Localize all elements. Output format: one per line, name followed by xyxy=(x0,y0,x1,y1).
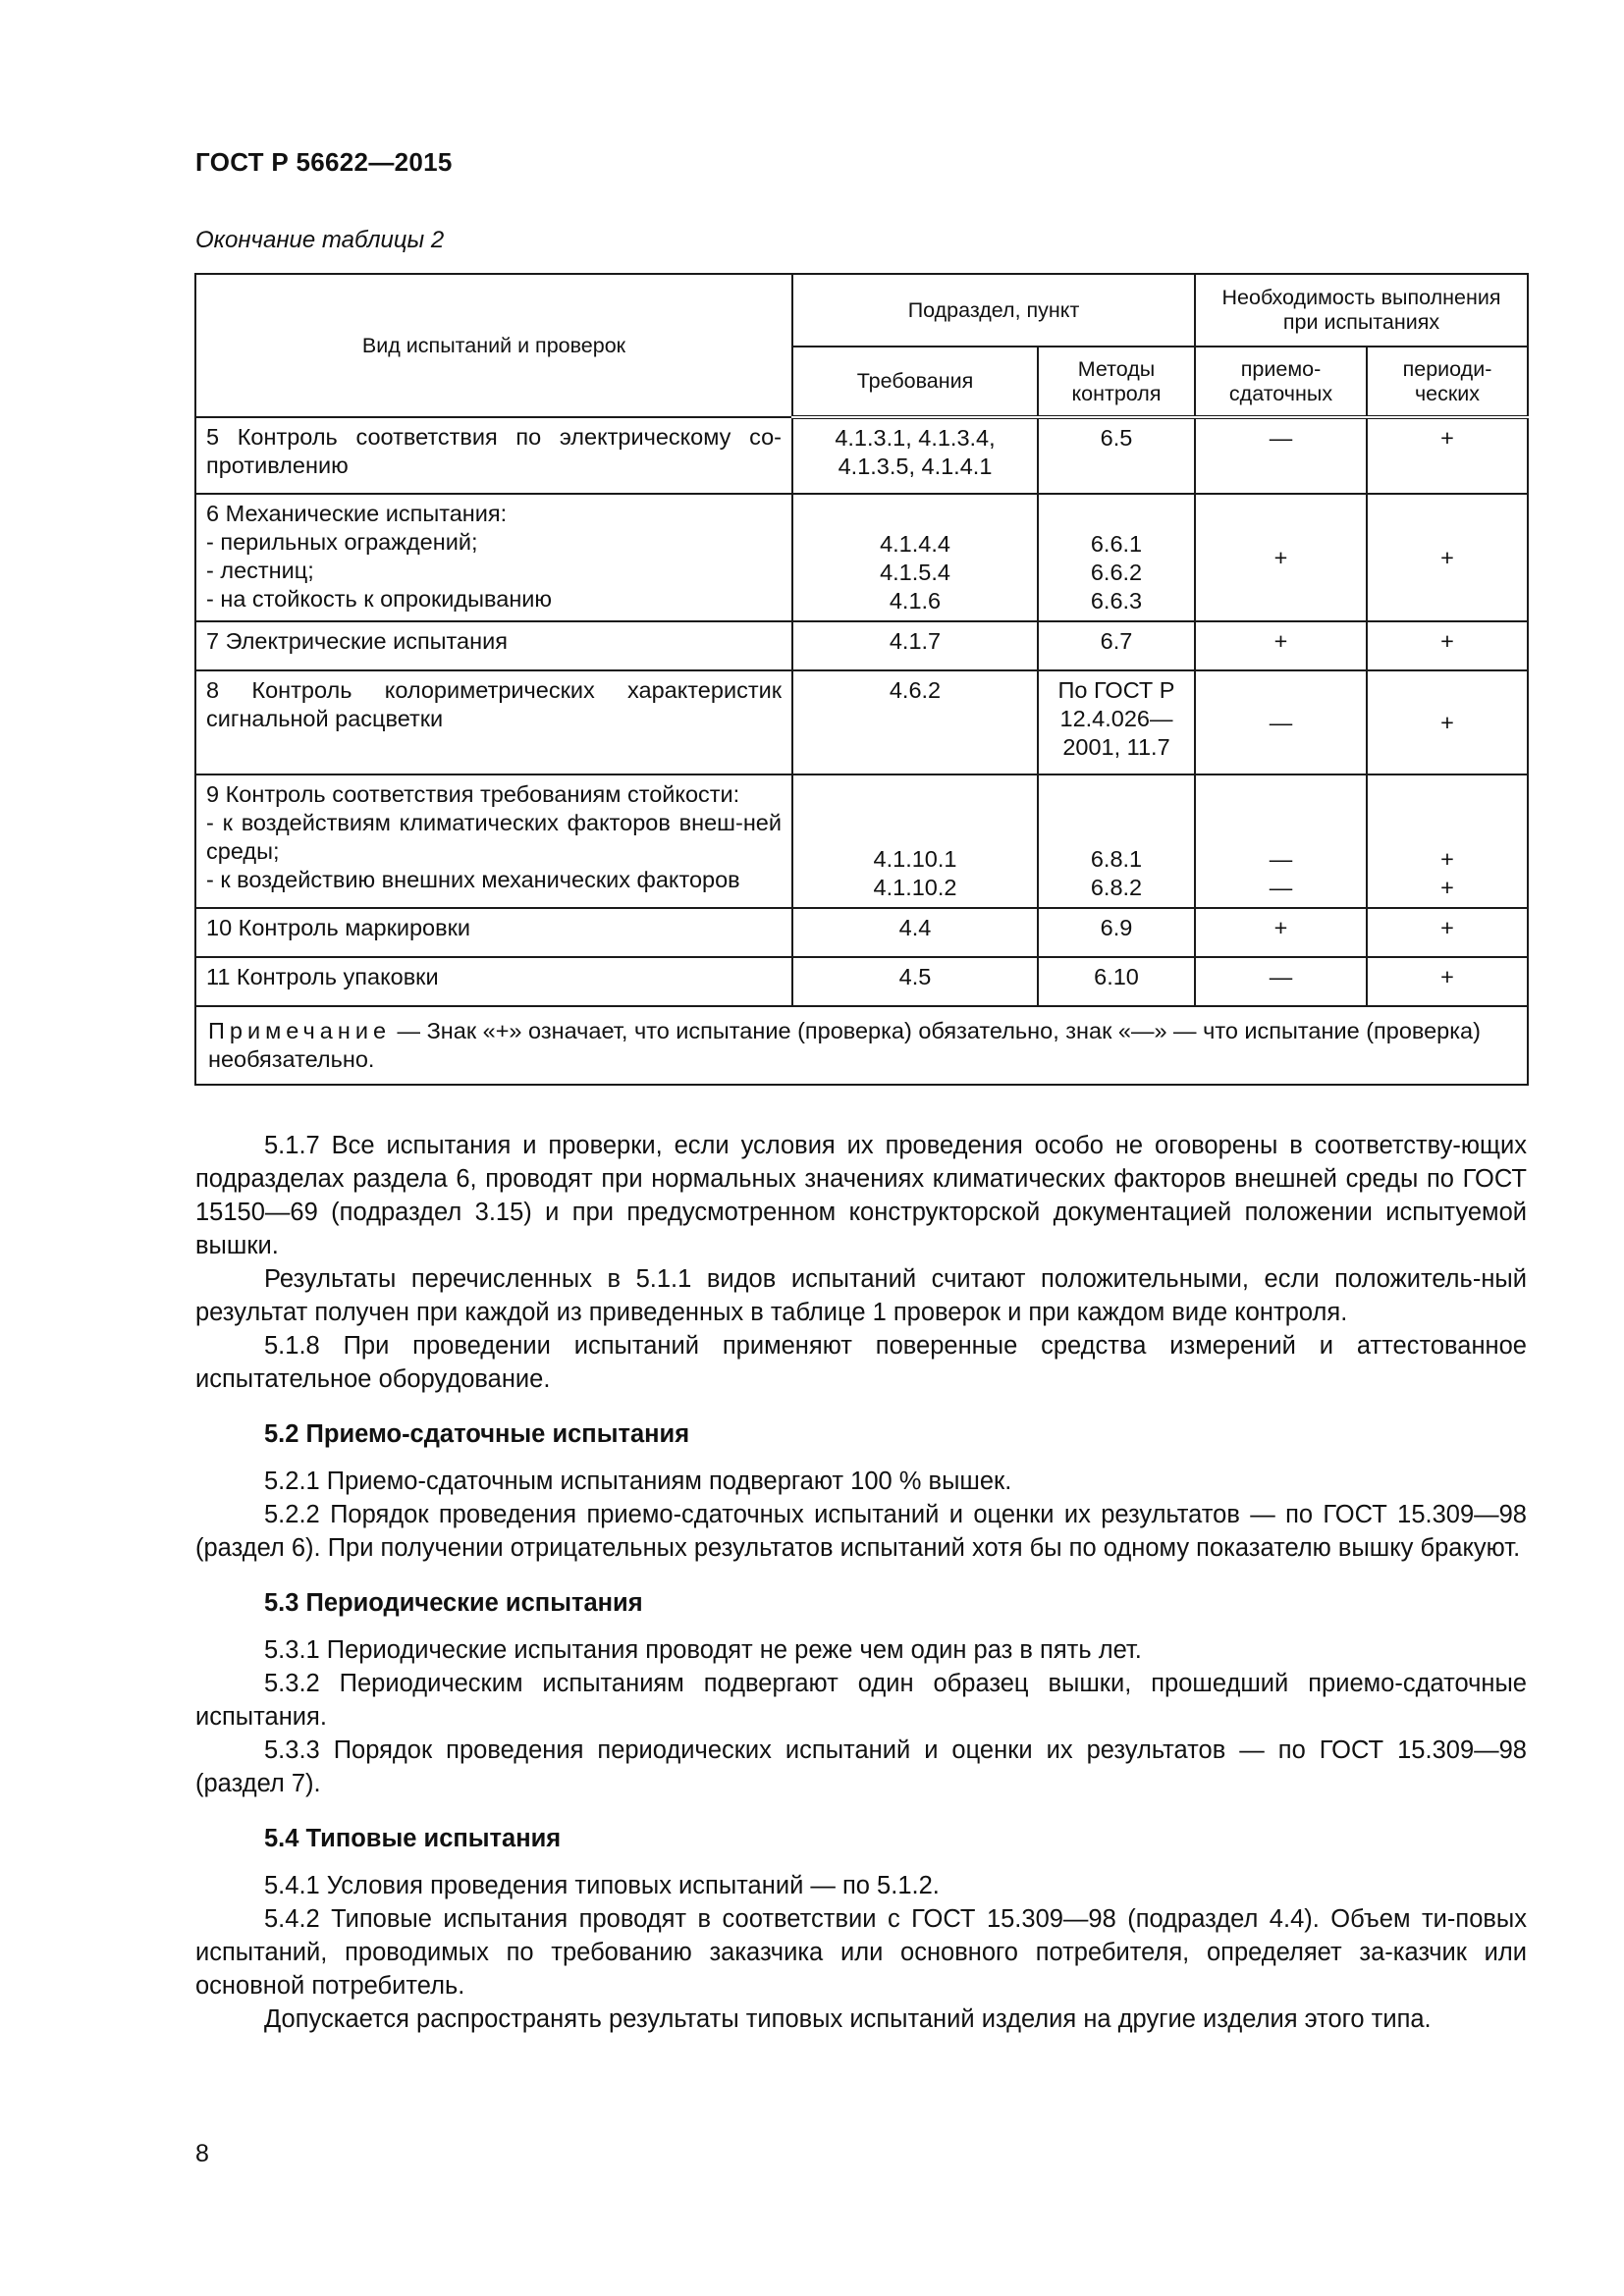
req-value: 4.1.10.2 xyxy=(873,875,957,900)
heading-5-4: 5.4 Типовые испытания xyxy=(264,1825,562,1852)
row-name xyxy=(195,774,792,908)
row-acceptance: + xyxy=(1195,494,1367,621)
paragraph-5-1-7: 5.1.7 Все испытания и проверки, если условия их проведения особо не оговорены в соответству-ющих подразделах раздела 6, проводят при нормальных значениях климатических факторов внешней среды по ГОСТ 15150—69 (подраздел 3.15) и при предусмотренном конструкторской документацией положении испытуемой вышки. xyxy=(195,1132,1527,1259)
paragraph-5-4-1: 5.4.1 Условия проведения типовых испытаний — по 5.1.2. xyxy=(264,1872,940,1899)
heading-5-2: 5.2 Приемо-сдаточные испытания xyxy=(264,1420,690,1448)
row-requirements: 4.5 xyxy=(792,957,1038,1006)
table-row xyxy=(195,621,1528,670)
heading-5-3: 5.3 Периодические испытания xyxy=(264,1589,643,1617)
row-sub-item: - перильных ограждений; xyxy=(206,529,478,555)
row-acceptance: + xyxy=(1195,621,1367,670)
table-2 xyxy=(194,273,1529,1086)
header-acceptance: приемо-сдаточных xyxy=(1195,347,1367,417)
row-requirements: 4.4 xyxy=(792,908,1038,957)
row-acceptance: + xyxy=(1195,908,1367,957)
req-value: 4.1.5.4 xyxy=(880,560,950,585)
table-note xyxy=(195,1006,1528,1085)
header-methods: Методы контроля xyxy=(1038,347,1195,417)
page-number: 8 xyxy=(195,2140,209,2167)
paragraph-5-3-2: 5.3.2 Периодическим испытаниям подвергают один образец вышки, прошедший приемо-сдаточные испытания. xyxy=(195,1670,1527,1731)
row-acceptance xyxy=(1195,774,1367,908)
row-periodic xyxy=(1367,774,1528,908)
table-row xyxy=(195,957,1528,1006)
row-acceptance: — xyxy=(1195,957,1367,1006)
method-value: 6.6.3 xyxy=(1090,588,1143,614)
row-sub-item: - к воздействию внешних механических факторов xyxy=(206,867,740,892)
header-necessity: Необходимость выполнения при испытаниях xyxy=(1195,274,1528,347)
row-methods: По ГОСТ Р 12.4.026—2001, 11.7 xyxy=(1038,670,1195,774)
method-value: 6.8.1 xyxy=(1090,846,1143,872)
row-name: 10 Контроль маркировки xyxy=(195,908,792,957)
note-text: — Знак «+» означает, что испытание (проверка) обязательно, знак «—» — что испытание (проверка) необязательно. xyxy=(208,1018,1481,1072)
row-requirements: 4.1.7 xyxy=(792,621,1038,670)
row-sub-item: - лестниц; xyxy=(206,558,314,583)
row-periodic: + xyxy=(1367,494,1528,621)
header-requirements: Требования xyxy=(792,347,1038,417)
paragraph-5-3-1: 5.3.1 Периодические испытания проводят не реже чем один раз в пять лет. xyxy=(264,1636,1142,1664)
row-periodic: + xyxy=(1367,621,1528,670)
table-caption: Окончание таблицы 2 xyxy=(195,227,445,253)
row-name: 5 Контроль соответствия по электрическому со-противлению xyxy=(195,417,792,494)
row-sub-item: - к воздействиям климатических факторов внеш-ней среды; xyxy=(206,810,782,864)
acceptance-value: — xyxy=(1269,875,1293,900)
header-test-type: Вид испытаний и проверок xyxy=(195,274,792,417)
note-label: Примечание xyxy=(208,1018,392,1043)
paragraph-extend: Допускается распространять результаты типовых испытаний изделия на другие изделия этого типа. xyxy=(264,2005,1432,2033)
header-subsection: Подраздел, пункт xyxy=(792,274,1195,347)
row-name: 7 Электрические испытания xyxy=(195,621,792,670)
row-methods: 6.10 xyxy=(1038,957,1195,1006)
periodic-value: + xyxy=(1440,846,1454,872)
row-sub-item: - на стойкость к опрокидыванию xyxy=(206,586,553,612)
row-periodic: + xyxy=(1367,908,1528,957)
paragraph-5-2-2: 5.2.2 Порядок проведения приемо-сдаточных испытаний и оценки их результатов — по ГОСТ 15.309—98 (раздел 6). При получении отрицательных результатов испытаний хотя бы по одному показателю вышку бракуют. xyxy=(195,1501,1527,1562)
row-methods xyxy=(1038,774,1195,908)
row-name: 8 Контроль колориметрических характеристик сигнальной расцветки xyxy=(195,670,792,774)
table-row xyxy=(195,774,1528,908)
method-value: 6.8.2 xyxy=(1090,875,1143,900)
row-methods: 6.5 xyxy=(1038,417,1195,494)
paragraph-5-2-1: 5.2.1 Приемо-сдаточным испытаниям подвергают 100 % вышек. xyxy=(264,1468,1012,1495)
table-note-row xyxy=(195,1006,1528,1085)
method-value: 6.6.1 xyxy=(1090,531,1143,557)
req-value: 4.1.4.4 xyxy=(880,531,950,557)
row-name xyxy=(195,494,792,621)
row-methods: 6.9 xyxy=(1038,908,1195,957)
header-periodic: периоди-ческих xyxy=(1367,347,1528,417)
row-title: 9 Контроль соответствия требованиям стойкости: xyxy=(206,781,740,807)
row-requirements xyxy=(792,494,1038,621)
document-code: ГОСТ Р 56622—2015 xyxy=(195,147,453,177)
row-title: 6 Механические испытания: xyxy=(206,501,508,526)
paragraph-5-3-3: 5.3.3 Порядок проведения периодических испытаний и оценки их результатов — по ГОСТ 15.309—98 (раздел 7). xyxy=(195,1736,1527,1797)
row-requirements: 4.1.3.1, 4.1.3.4, 4.1.3.5, 4.1.4.1 xyxy=(792,417,1038,494)
table-row xyxy=(195,494,1528,621)
row-periodic: + xyxy=(1367,417,1528,494)
table-row xyxy=(195,670,1528,774)
row-name: 11 Контроль упаковки xyxy=(195,957,792,1006)
row-methods xyxy=(1038,494,1195,621)
paragraph-results: Результаты перечисленных в 5.1.1 видов испытаний считают положительными, если положитель-ный результат получен при каждой из приведенных в таблице 1 проверок и при каждом виде контроля. xyxy=(195,1265,1527,1326)
row-periodic: + xyxy=(1367,957,1528,1006)
row-periodic: + xyxy=(1367,670,1528,774)
row-methods: 6.7 xyxy=(1038,621,1195,670)
row-acceptance: — xyxy=(1195,670,1367,774)
periodic-value: + xyxy=(1440,875,1454,900)
req-value: 4.1.6 xyxy=(889,588,942,614)
row-requirements: 4.6.2 xyxy=(792,670,1038,774)
acceptance-value: — xyxy=(1269,846,1293,872)
row-acceptance: — xyxy=(1195,417,1367,494)
body-text xyxy=(195,1129,1527,2036)
paragraph-5-1-8: 5.1.8 При проведении испытаний применяют поверенные средства измерений и аттестованное испытательное оборудование. xyxy=(195,1332,1527,1393)
method-value: 6.6.2 xyxy=(1090,560,1143,585)
table-row xyxy=(195,908,1528,957)
req-value: 4.1.10.1 xyxy=(873,846,957,872)
paragraph-5-4-2: 5.4.2 Типовые испытания проводят в соответствии с ГОСТ 15.309—98 (подраздел 4.4). Объем ти-повых испытаний, проводимых по требованию заказчика или основного потребителя, определяет за-казчик или основной потребитель. xyxy=(195,1905,1527,2000)
row-requirements xyxy=(792,774,1038,908)
table-row xyxy=(195,417,1528,494)
